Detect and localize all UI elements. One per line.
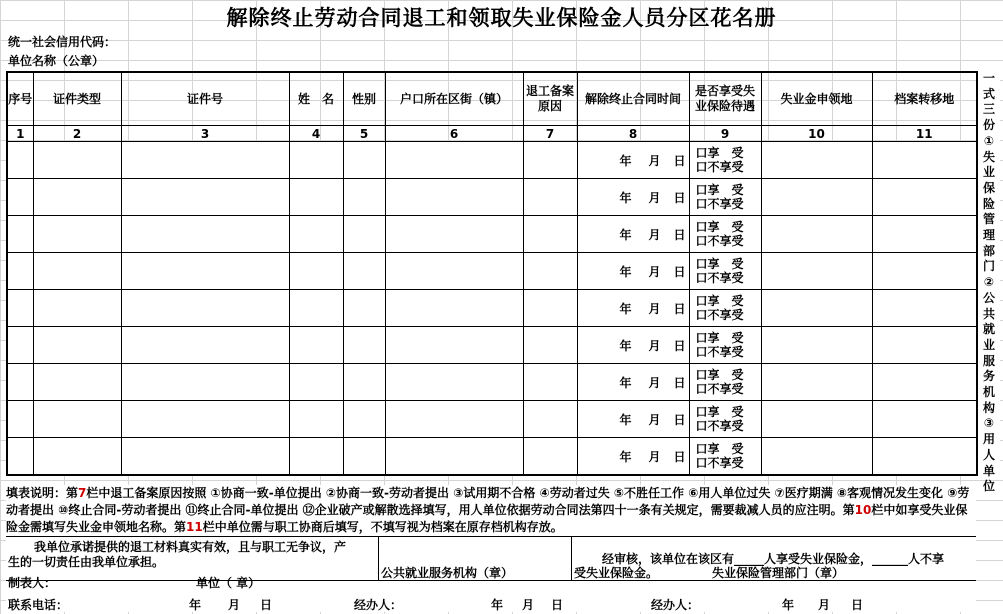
table-cell[interactable]	[121, 401, 289, 438]
date-month: 月	[648, 339, 661, 353]
table-row	[7, 290, 977, 327]
termination-date-cell[interactable]	[577, 438, 689, 476]
notes-text: 栏中单位需与职工协商后填写，不填写视为档案在原存档机构存放。	[202, 520, 563, 534]
date-day: 日	[260, 598, 273, 612]
termination-date-cell[interactable]	[577, 290, 689, 327]
table-cell[interactable]	[872, 253, 977, 290]
date-year: 年	[619, 339, 632, 353]
table-cell[interactable]	[289, 216, 343, 253]
table-cell[interactable]	[33, 364, 121, 401]
table-cell[interactable]	[121, 179, 289, 216]
date-year: 年	[189, 598, 202, 612]
table-cell[interactable]	[343, 142, 385, 179]
table-cell[interactable]	[872, 401, 977, 438]
table-cell[interactable]	[343, 401, 385, 438]
header-cell: 序号	[7, 72, 33, 126]
table-cell[interactable]	[343, 327, 385, 364]
date-day: 日	[673, 302, 686, 316]
table-cell[interactable]	[872, 364, 977, 401]
table-cell[interactable]	[385, 216, 523, 253]
notes-highlight: 11	[186, 520, 203, 534]
table-row	[7, 364, 977, 401]
option-receive[interactable]: 口享 受	[695, 183, 744, 197]
option-receive[interactable]: 口享 受	[695, 405, 744, 419]
table-cell[interactable]	[289, 327, 343, 364]
table-cell[interactable]	[523, 216, 577, 253]
table-row	[7, 179, 977, 216]
date-day: 日	[673, 265, 686, 279]
table-row	[7, 401, 977, 438]
benefit-choice-cell[interactable]	[689, 327, 761, 364]
copies-note: 一式三份①失业保险管理部门②公共就业服务机构③用人单位	[978, 71, 1000, 480]
column-number: 6	[385, 126, 523, 142]
date-day: 日	[673, 154, 686, 168]
option-not-receive[interactable]: 口不享受	[695, 382, 744, 396]
table-cell[interactable]	[33, 142, 121, 179]
date-month: 月	[648, 228, 661, 242]
column-number: 8	[577, 126, 689, 142]
header-cell: 证件号	[121, 72, 289, 126]
table-cell[interactable]	[121, 253, 289, 290]
date-day: 日	[673, 228, 686, 242]
date-year: 年	[619, 376, 632, 390]
table-cell[interactable]	[121, 327, 289, 364]
notes-text: 栏中退工备案原因按照 ①协商一致-单位提出 ②协商一致-劳动者提出 ③试用期不合格 ④劳动者过失 ⑤不胜任工作 ⑥用人单位过失 ⑦医疗期满 ⑧客观情况发生变化 ⑨劳动者提出 ⑩终止合同-劳动者提出 ⑪终止合同-单位提出 ⑫企业破产或解散选择填写，用人单位依据劳动合同法第四十一条有关规定，需要裁减人员的应注明。第	[6, 486, 970, 517]
date-year: 年	[491, 598, 504, 612]
table-cell[interactable]	[121, 216, 289, 253]
table-cell[interactable]	[33, 290, 121, 327]
table-cell[interactable]	[7, 438, 33, 476]
roster-body	[7, 142, 977, 476]
termination-date-cell[interactable]	[577, 327, 689, 364]
date-year: 年	[619, 302, 632, 316]
table-cell[interactable]	[523, 253, 577, 290]
table-cell[interactable]	[872, 327, 977, 364]
credit-code-label: 统一社会信用代码：	[8, 35, 117, 49]
table-cell[interactable]	[523, 364, 577, 401]
table-cell[interactable]	[385, 290, 523, 327]
table-cell[interactable]	[872, 438, 977, 476]
option-receive[interactable]: 口享 受	[695, 368, 744, 382]
table-cell[interactable]	[289, 253, 343, 290]
option-receive[interactable]: 口享 受	[695, 442, 744, 456]
date-year: 年	[619, 413, 632, 427]
table-cell[interactable]	[385, 327, 523, 364]
table-cell[interactable]	[523, 401, 577, 438]
table-cell[interactable]	[385, 253, 523, 290]
column-number: 11	[872, 126, 977, 142]
notes-text: 填表说明：第	[6, 486, 79, 500]
table-cell[interactable]	[121, 290, 289, 327]
column-number: 4	[289, 126, 343, 142]
option-not-receive[interactable]: 口不享受	[695, 197, 744, 211]
termination-date-cell[interactable]	[577, 216, 689, 253]
table-cell[interactable]	[7, 179, 33, 216]
table-cell[interactable]	[872, 179, 977, 216]
option-not-receive[interactable]: 口不享受	[695, 271, 744, 285]
table-cell[interactable]	[289, 438, 343, 476]
table-cell[interactable]	[343, 253, 385, 290]
divider	[6, 536, 976, 537]
table-cell[interactable]	[7, 290, 33, 327]
date-month: 月	[648, 154, 661, 168]
column-number: 1	[7, 126, 33, 142]
date-day: 日	[673, 339, 686, 353]
table-cell[interactable]	[761, 364, 872, 401]
date-month: 月	[522, 598, 535, 612]
benefit-choice-cell[interactable]	[689, 179, 761, 216]
date-year: 年	[619, 228, 632, 242]
insurance-dept-seal: 失业保险管理部门（章）	[712, 566, 845, 580]
unit-promise: 生的一切责任由我单位承担。	[8, 555, 165, 569]
table-cell[interactable]	[523, 142, 577, 179]
table-cell[interactable]	[523, 290, 577, 327]
date-year: 年	[619, 191, 632, 205]
header-cell: 姓 名	[289, 72, 343, 126]
table-cell[interactable]	[385, 364, 523, 401]
option-not-receive[interactable]: 口不享受	[695, 456, 744, 470]
table-cell[interactable]	[385, 142, 523, 179]
date-month: 月	[818, 598, 831, 612]
header-cell: 性别	[343, 72, 385, 126]
option-not-receive[interactable]: 口不享受	[695, 419, 744, 433]
notes-text: 栏中如享受失业保险金需填写失业金申领地名称。第	[6, 503, 968, 534]
table-cell[interactable]	[761, 401, 872, 438]
date-month: 月	[648, 265, 661, 279]
column-number: 10	[761, 126, 872, 142]
table-cell[interactable]	[523, 438, 577, 476]
termination-date-cell[interactable]	[577, 179, 689, 216]
table-cell[interactable]	[7, 364, 33, 401]
benefit-choice-cell[interactable]	[689, 290, 761, 327]
option-not-receive[interactable]: 口不享受	[695, 160, 744, 174]
date-year: 年	[619, 154, 632, 168]
roster-table	[6, 71, 978, 476]
termination-date-cell[interactable]	[577, 364, 689, 401]
header-row	[7, 72, 977, 126]
date-month: 月	[648, 191, 661, 205]
column-number: 2	[33, 126, 121, 142]
table-cell[interactable]	[343, 290, 385, 327]
table-cell[interactable]	[761, 438, 872, 476]
unit-name-label: 单位名称（公章）	[8, 54, 105, 68]
column-number-row	[7, 126, 977, 142]
benefit-choice-cell[interactable]	[689, 216, 761, 253]
header-cell: 解除终止合同时间	[577, 72, 689, 126]
divider	[571, 536, 572, 580]
notes-highlight: 7	[78, 486, 87, 500]
table-cell[interactable]	[33, 327, 121, 364]
table-cell[interactable]	[33, 401, 121, 438]
table-cell[interactable]	[761, 216, 872, 253]
table-cell[interactable]	[33, 216, 121, 253]
date-month: 月	[648, 376, 661, 390]
table-cell[interactable]	[523, 327, 577, 364]
option-receive[interactable]: 口享 受	[695, 220, 744, 234]
date-day: 日	[673, 450, 686, 464]
page-title: 解除终止劳动合同退工和领取失业保险金人员分区花名册	[226, 5, 777, 30]
option-receive[interactable]: 口享 受	[695, 257, 744, 271]
table-cell[interactable]	[289, 364, 343, 401]
date-day: 日	[673, 376, 686, 390]
header-cell: 户口所在区街（镇）	[385, 72, 523, 126]
table-cell[interactable]	[385, 179, 523, 216]
table-cell[interactable]	[7, 216, 33, 253]
date-day: 日	[673, 413, 686, 427]
date-year: 年	[619, 450, 632, 464]
table-cell[interactable]	[121, 438, 289, 476]
termination-date-cell[interactable]	[577, 401, 689, 438]
table-cell[interactable]	[761, 290, 872, 327]
table-cell[interactable]	[761, 142, 872, 179]
benefit-choice-cell[interactable]	[689, 401, 761, 438]
table-cell[interactable]	[33, 253, 121, 290]
option-receive[interactable]: 口享 受	[695, 331, 744, 345]
handler-label: 经办人：	[354, 598, 403, 612]
table-cell[interactable]	[7, 327, 33, 364]
table-cell[interactable]	[289, 142, 343, 179]
date-month: 月	[648, 450, 661, 464]
header-cell: 失业金申领地	[761, 72, 872, 126]
table-cell[interactable]	[385, 438, 523, 476]
date-year: 年	[619, 265, 632, 279]
benefit-choice-cell[interactable]	[689, 253, 761, 290]
table-row	[7, 253, 977, 290]
date-month: 月	[228, 598, 241, 612]
table-cell[interactable]	[121, 364, 289, 401]
table-row	[7, 216, 977, 253]
fill-instructions	[6, 485, 976, 536]
unit-seal-label: 单位（ 章）	[196, 576, 261, 590]
header-cell: 档案转移地	[872, 72, 977, 126]
date-day: 日	[851, 598, 864, 612]
table-cell[interactable]	[872, 290, 977, 327]
handler-label: 经办人：	[651, 598, 700, 612]
table-cell[interactable]	[7, 142, 33, 179]
notes-highlight: 10	[854, 503, 872, 517]
table-cell[interactable]	[761, 327, 872, 364]
table-cell[interactable]	[343, 216, 385, 253]
table-cell[interactable]	[343, 438, 385, 476]
column-number: 5	[343, 126, 385, 142]
termination-date-cell[interactable]	[577, 253, 689, 290]
table-row	[7, 438, 977, 476]
option-receive[interactable]: 口享 受	[695, 146, 744, 160]
employment-agency-seal: 公共就业服务机构（章）	[381, 566, 514, 580]
unit-promise: 我单位承诺提供的退工材料真实有效，且与职工无争议，产	[34, 540, 347, 554]
date-day: 日	[551, 598, 564, 612]
review-statement: 受失业保险金。	[574, 566, 659, 580]
table-cell[interactable]	[289, 290, 343, 327]
option-receive[interactable]: 口享 受	[695, 294, 744, 308]
date-month: 月	[648, 302, 661, 316]
signature-section	[6, 536, 976, 612]
preparer-label: 制表人：	[8, 576, 57, 590]
column-number: 9	[689, 126, 761, 142]
benefit-choice-cell[interactable]	[689, 438, 761, 476]
table-cell[interactable]	[343, 364, 385, 401]
table-row	[7, 327, 977, 364]
table-cell[interactable]	[872, 142, 977, 179]
header-cell: 退工备案原因	[523, 72, 577, 126]
table-cell[interactable]	[289, 179, 343, 216]
table-cell[interactable]	[343, 179, 385, 216]
benefit-choice-cell[interactable]	[689, 364, 761, 401]
table-cell[interactable]	[7, 401, 33, 438]
header-cell: 证件类型	[33, 72, 121, 126]
table-cell[interactable]	[289, 401, 343, 438]
column-number: 3	[121, 126, 289, 142]
table-cell[interactable]	[385, 401, 523, 438]
table-row	[7, 142, 977, 179]
option-not-receive[interactable]: 口不享受	[695, 345, 744, 359]
table-cell[interactable]	[523, 179, 577, 216]
table-cell[interactable]	[872, 216, 977, 253]
table-cell[interactable]	[33, 438, 121, 476]
option-not-receive[interactable]: 口不享受	[695, 308, 744, 322]
date-year: 年	[782, 598, 795, 612]
termination-date-cell[interactable]	[577, 142, 689, 179]
phone-label: 联系电话：	[8, 598, 69, 612]
header-cell: 是否享受失业保险待遇	[689, 72, 761, 126]
date-month: 月	[648, 413, 661, 427]
table-cell[interactable]	[761, 179, 872, 216]
table-cell[interactable]	[761, 253, 872, 290]
column-number: 7	[523, 126, 577, 142]
benefit-choice-cell[interactable]	[689, 142, 761, 179]
table-cell[interactable]	[121, 142, 289, 179]
table-cell[interactable]	[7, 253, 33, 290]
option-not-receive[interactable]: 口不享受	[695, 234, 744, 248]
date-day: 日	[673, 191, 686, 205]
table-cell[interactable]	[33, 179, 121, 216]
review-statement: 经审核，该单位在该区有_____人享受失业保险金，______人不享	[602, 552, 945, 566]
divider	[378, 536, 379, 580]
